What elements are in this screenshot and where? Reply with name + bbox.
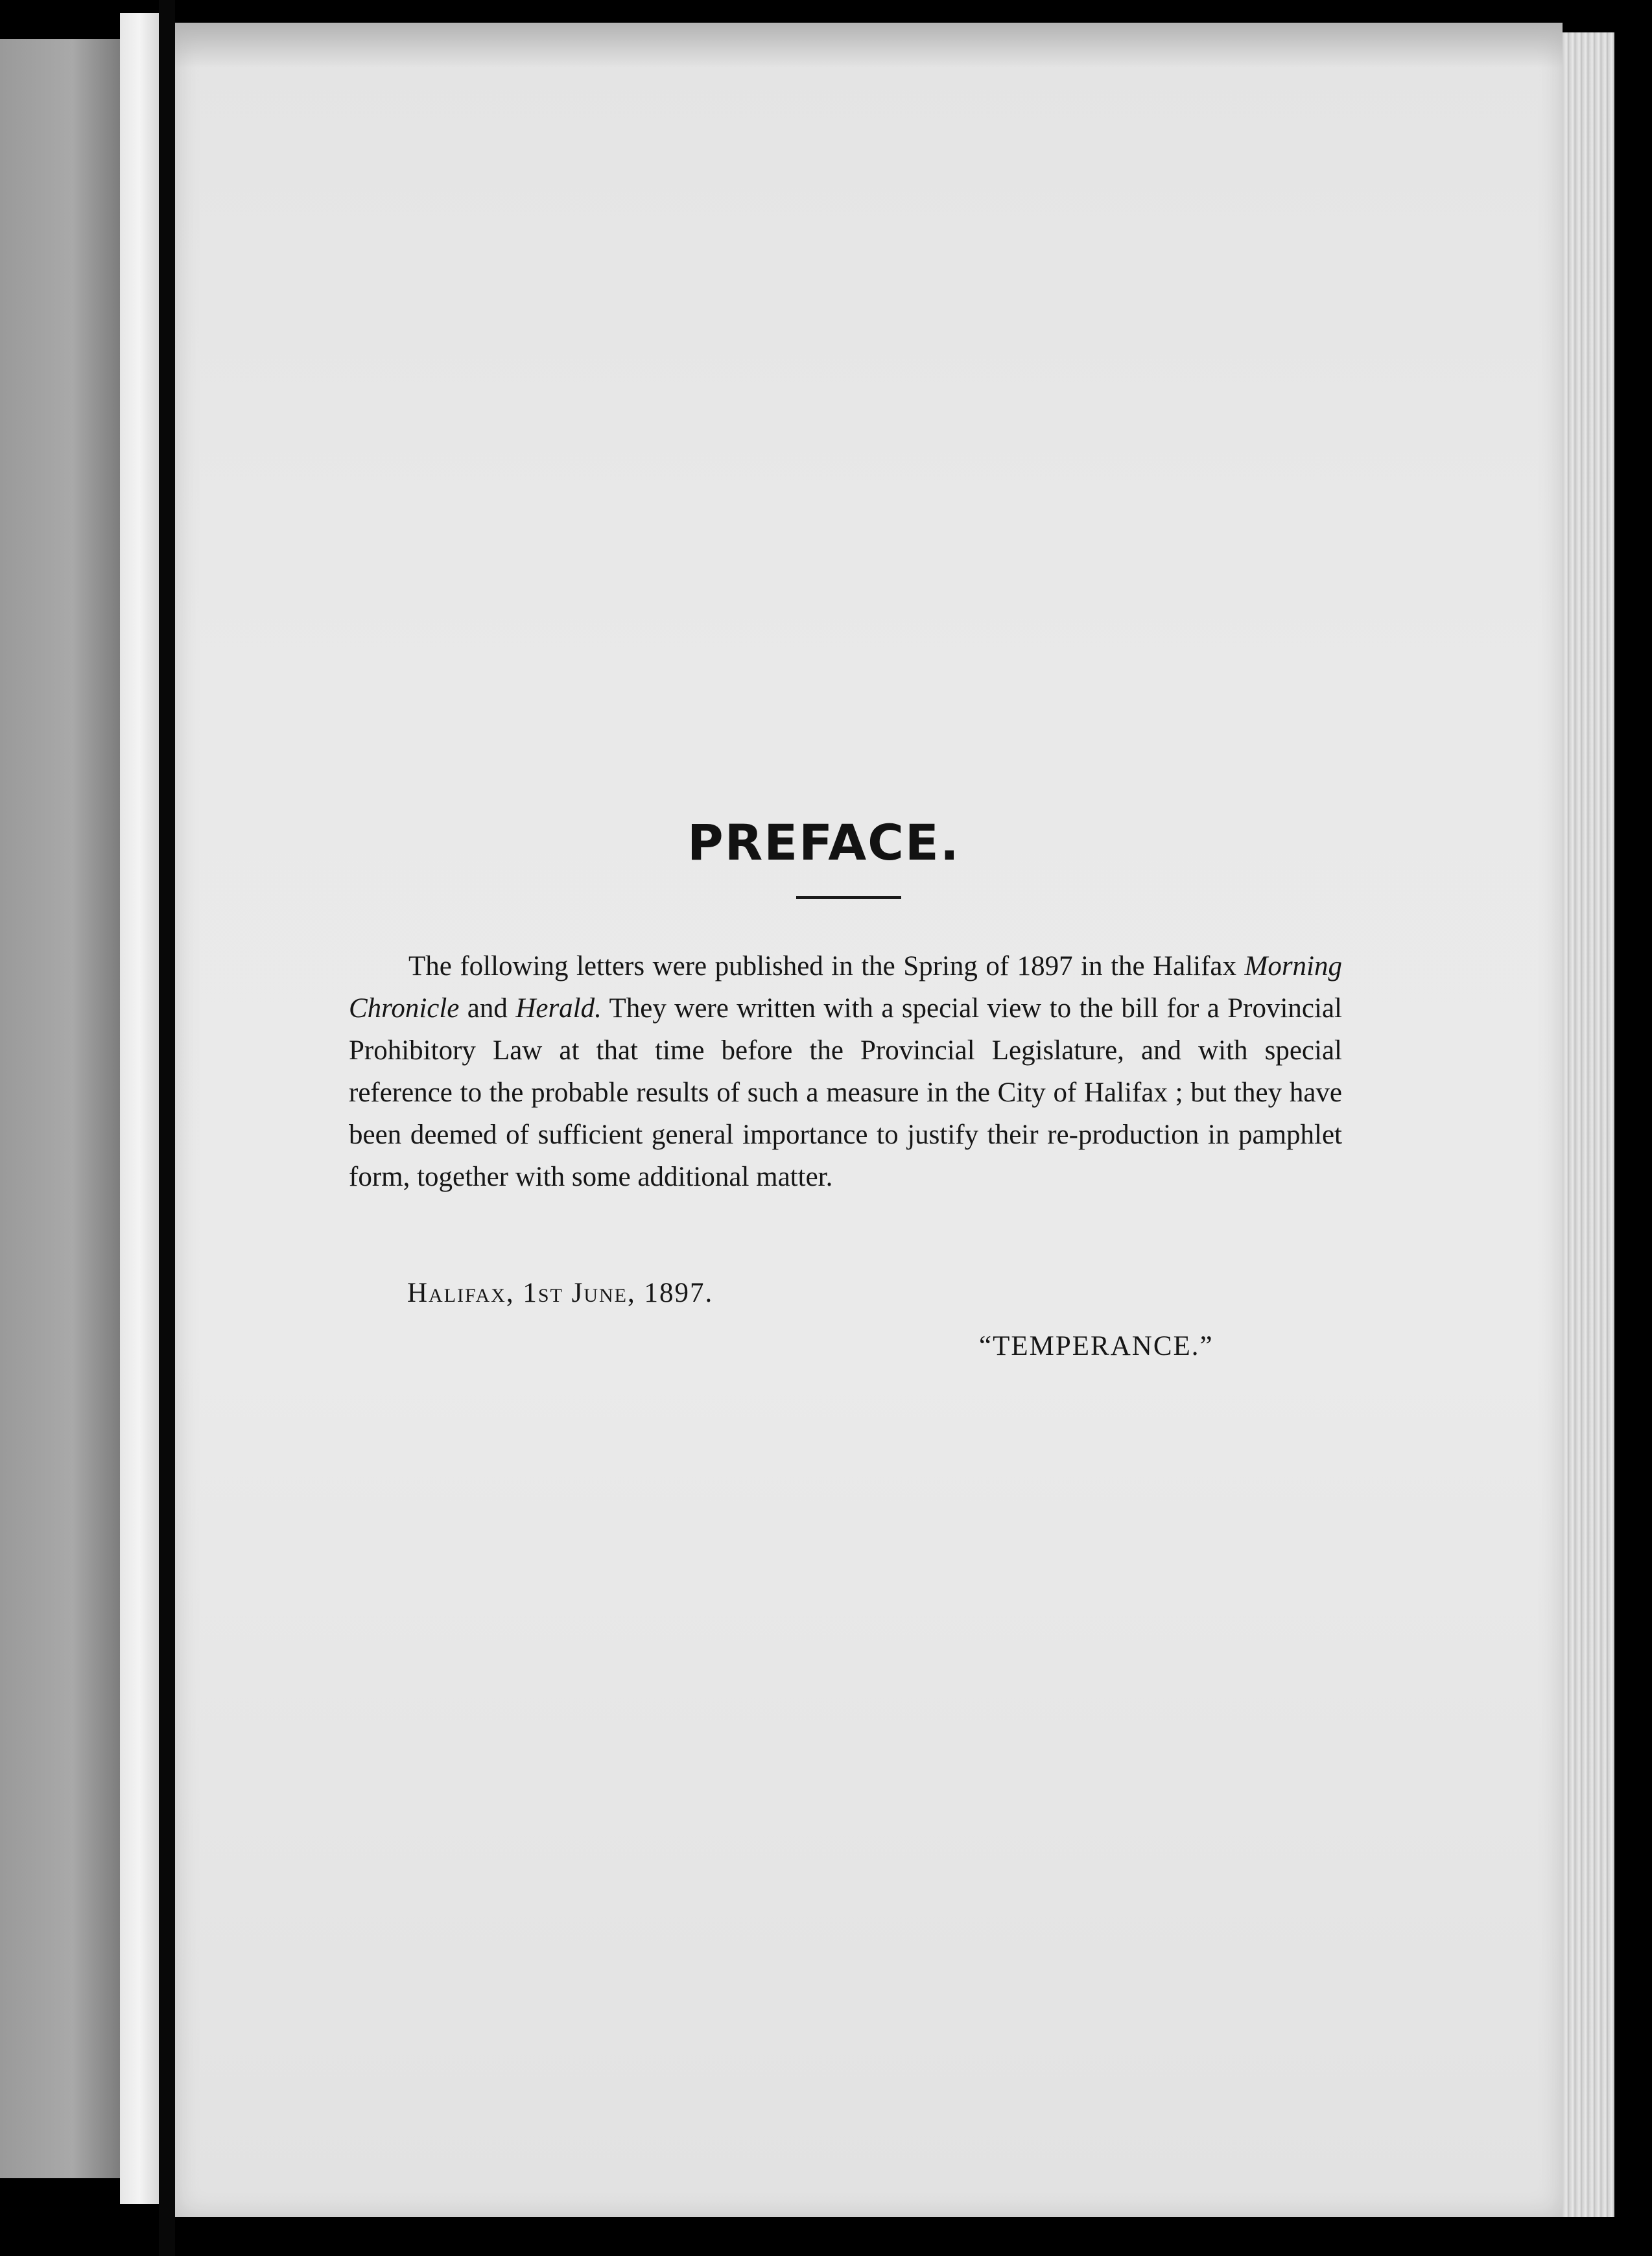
paragraph-italic-2: Herald. [515, 993, 602, 1024]
scan-border [1614, 0, 1652, 2256]
paragraph-italic-1: Morning Chronicle [349, 951, 1342, 1024]
facing-page-strip [0, 39, 120, 2178]
place-date: Halifax, 1st June, 1897. [407, 1278, 714, 1308]
page-top-shadow [175, 23, 1563, 68]
paragraph-text-1: The following letters were published in the Spring of 1897 in the Halifax [408, 951, 1245, 981]
preface-paragraph [349, 945, 1342, 1198]
page-stack-edges [1563, 32, 1614, 2217]
signature: “TEMPERANCE.” [979, 1331, 1214, 1361]
title-rule [796, 896, 901, 899]
page-title: PREFACE. [687, 814, 960, 871]
paragraph-text-2: and [459, 993, 516, 1024]
paragraph-text-3: They were written with a special view to the bill for a Provincial Prohibitory Law at that time before the Provincial Legislature, and with special reference to the probable results of such a measure in the City of Halifax ; but they have been deemed of sufficient general importance to justify their re-production in pamphlet form, together with some additional matter. [349, 993, 1342, 1192]
book-gutter [159, 0, 175, 2256]
facing-page-edge [120, 13, 159, 2204]
